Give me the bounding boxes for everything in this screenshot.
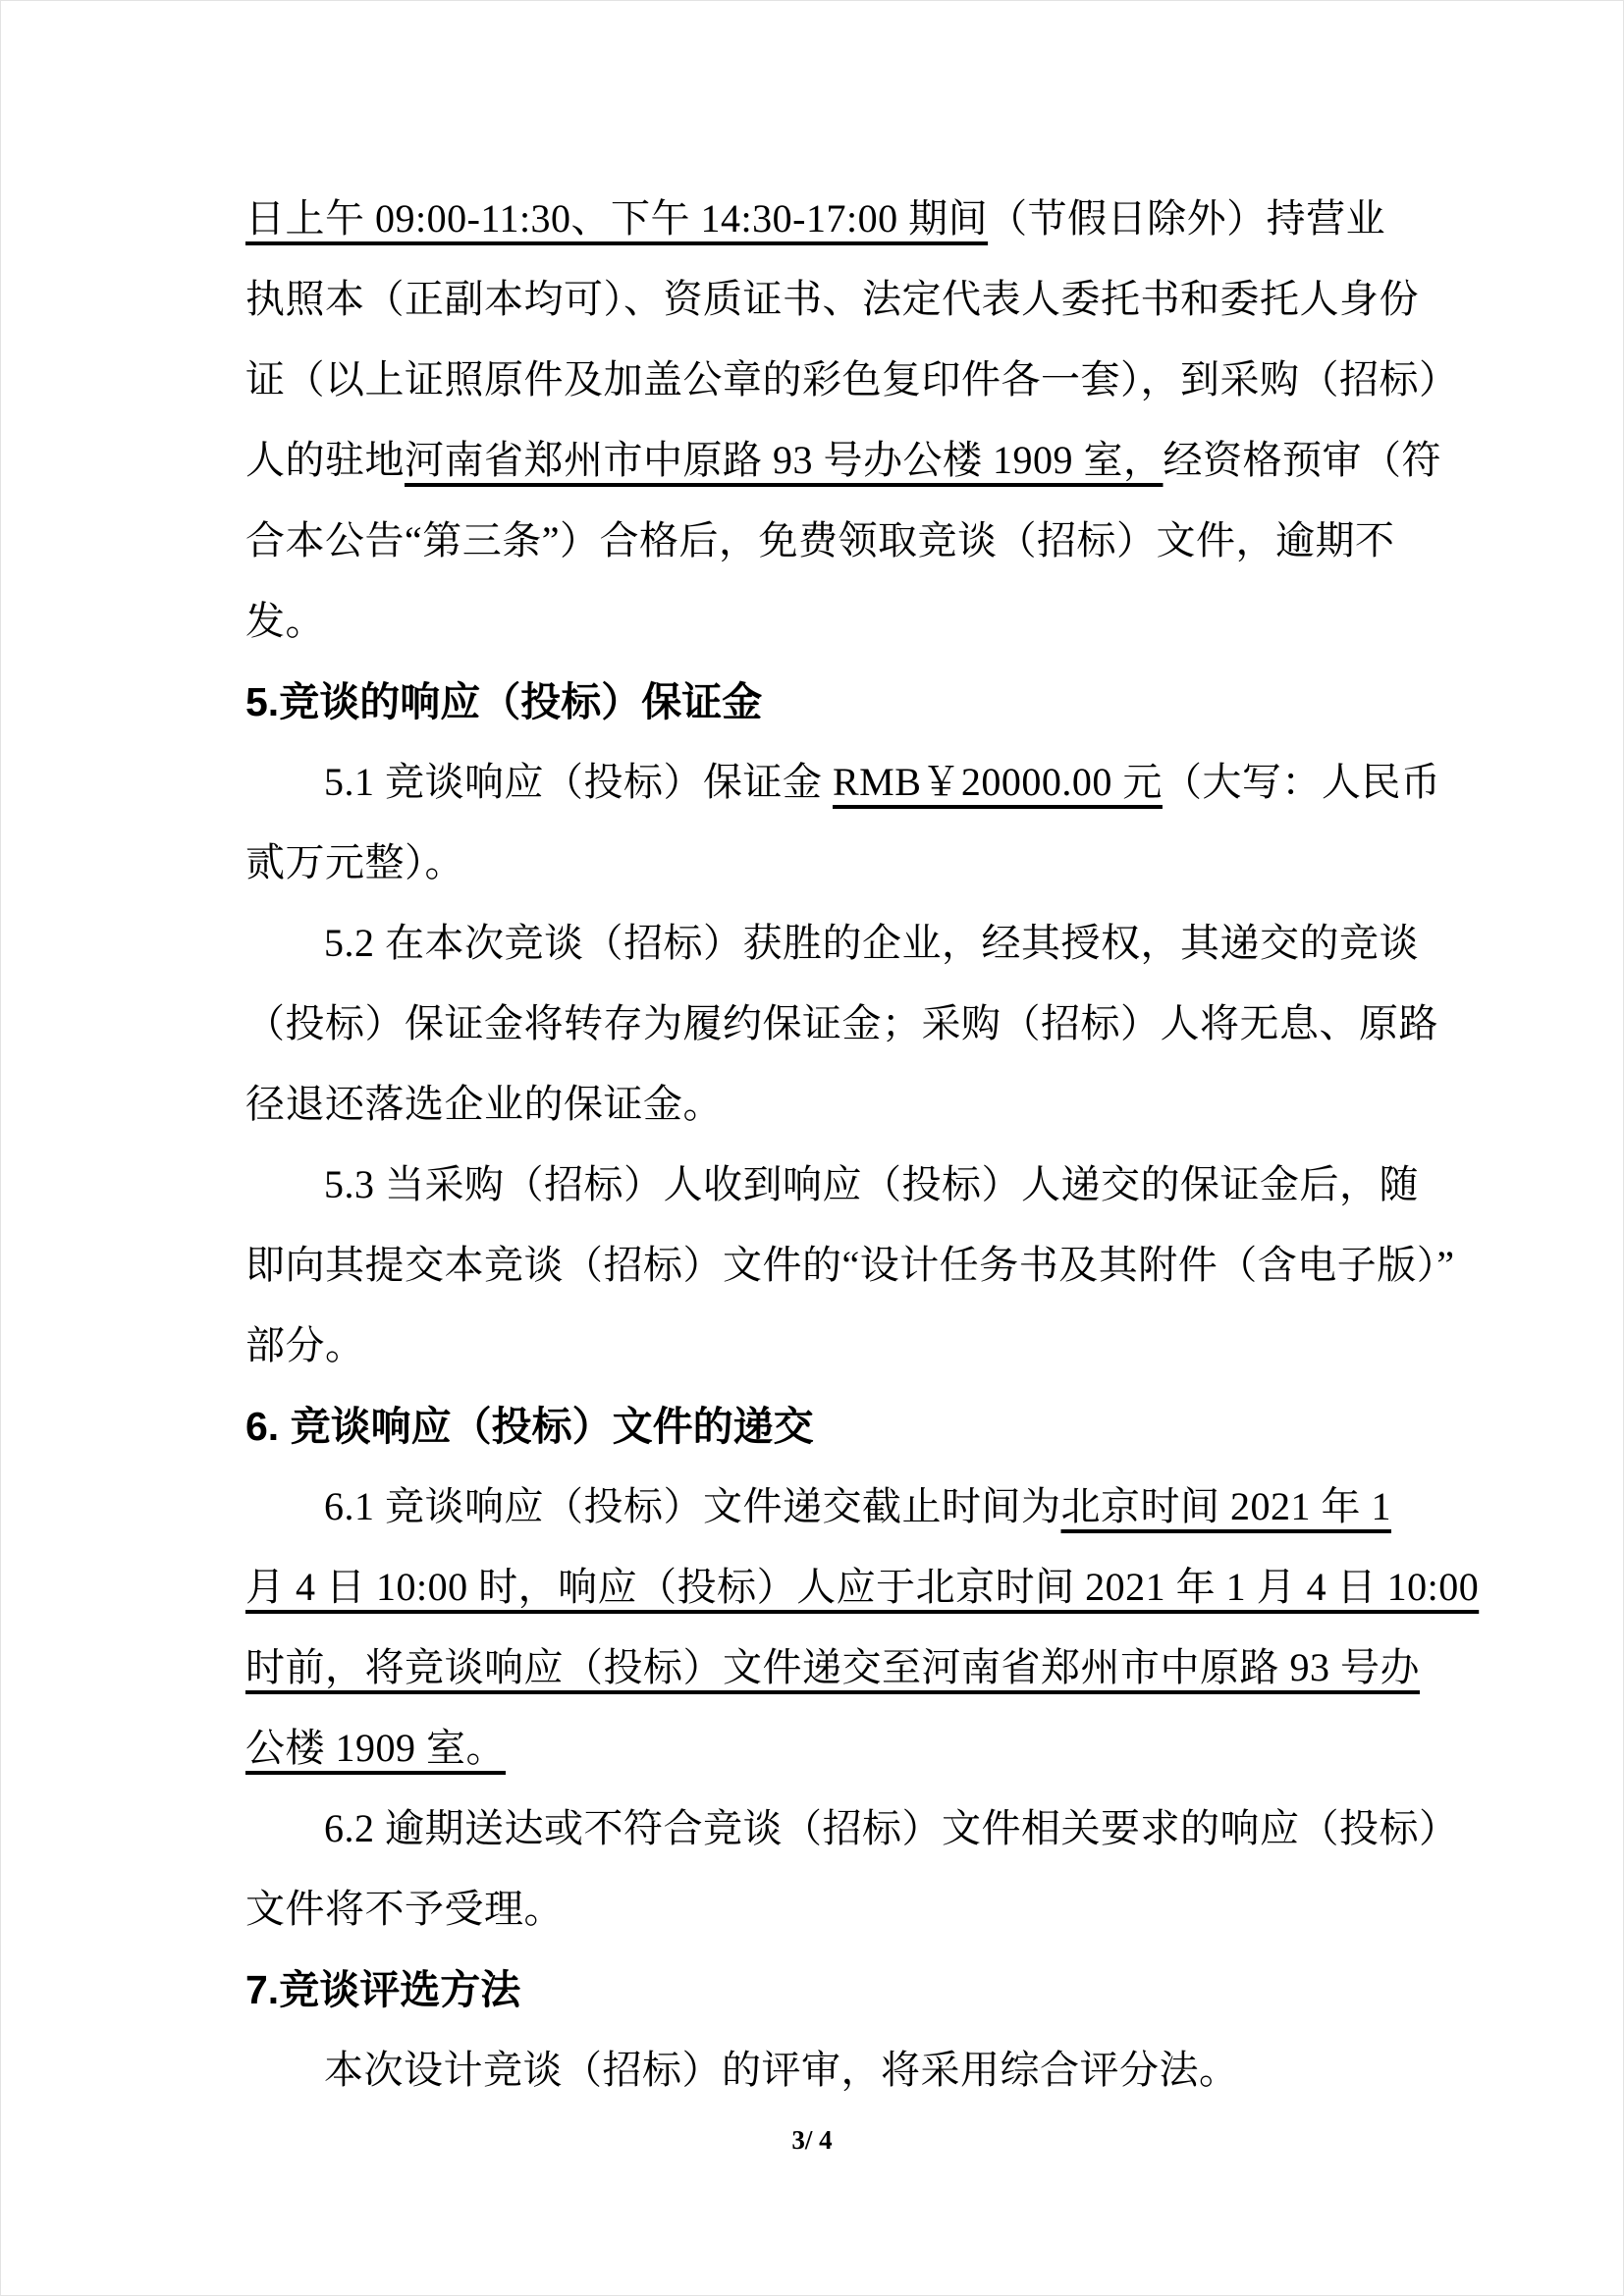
document-line <box>245 581 1380 662</box>
document-line <box>245 1145 1419 1225</box>
document-content <box>245 179 1480 2110</box>
underlined-text: RMB￥20000.00 元 <box>833 760 1163 804</box>
document-line <box>245 1628 1420 1708</box>
underlined-text: 时前，将竞谈响应（投标）文件递交至河南省郑州市中原路 93 号办 <box>245 1645 1420 1689</box>
section-heading <box>245 662 1380 742</box>
underlined-text: 北京时间 2021 年 1 <box>1060 1484 1391 1528</box>
section-heading <box>245 1949 1380 2030</box>
text-segment: 6.2 逾期送达或不符合竞谈（招标）文件相关要求的响应（投标） <box>324 1806 1459 1850</box>
section-heading <box>245 1386 1380 1467</box>
text-segment: 文件将不予受理。 <box>245 1887 564 1931</box>
text-segment: 人的驻地 <box>245 438 405 482</box>
document-line <box>245 742 1441 823</box>
text-segment: 合本公告“第三条”）合格后，免费领取竞谈（招标）文件，逾期不 <box>245 518 1395 562</box>
text-segment: 本次设计竞谈（招标）的评审，将采用综合评分法。 <box>324 2048 1239 2092</box>
text-segment: 5.1 竞谈响应（投标）保证金 <box>324 760 833 804</box>
text-segment: 6.1 竞谈响应（投标）文件递交截止时间为 <box>324 1484 1061 1528</box>
underlined-text: 月 4 日 10:00 时，响应（投标）人应于北京时间 2021 年 1 月 4 日 10:00 <box>245 1565 1480 1609</box>
text-segment: 经资格预审（符 <box>1163 438 1441 482</box>
text-segment: 发。 <box>245 599 325 643</box>
text-segment: 5.竞谈的响应（投标）保证金 <box>245 679 763 724</box>
document-line <box>245 1708 1380 1789</box>
document-line <box>245 1064 1380 1145</box>
document-line <box>245 259 1419 340</box>
document-line <box>245 1547 1480 1628</box>
document-line <box>245 1789 1459 1869</box>
text-segment: （投标）保证金将转存为履约保证金；采购（招标）人将无息、原路 <box>245 1001 1438 1045</box>
text-segment: 部分。 <box>245 1323 365 1367</box>
text-segment: （大写：人民币 <box>1162 760 1441 804</box>
document-line <box>245 823 1380 903</box>
text-segment: 即向其提交本竞谈（招标）文件的“设计任务书及其附件（含电子版）” <box>245 1243 1455 1287</box>
text-segment: 7.竞谈评选方法 <box>245 1967 521 2012</box>
text-segment: 5.3 当采购（招标）人收到响应（投标）人递交的保证金后，随 <box>324 1162 1419 1206</box>
document-line <box>245 179 1386 259</box>
document-line <box>245 1869 1380 1949</box>
document-line <box>245 420 1441 501</box>
text-segment: 径退还落选企业的保证金。 <box>245 1082 723 1126</box>
page-number: 3/ 4 <box>791 2125 833 2155</box>
underlined-text: 公楼 1909 室。 <box>245 1726 506 1770</box>
document-line <box>245 2030 1380 2110</box>
document-line <box>245 1467 1391 1547</box>
text-segment: 5.2 在本次竞谈（招标）获胜的企业，经其授权，其递交的竞谈 <box>324 921 1419 965</box>
text-segment: 6. 竞谈响应（投标）文件的递交 <box>245 1404 814 1449</box>
text-segment: 证（以上证照原件及加盖公章的彩色复印件各一套），到采购（招标） <box>245 357 1459 401</box>
underlined-text: 河南省郑州市中原路 93 号办公楼 1909 室， <box>405 438 1164 482</box>
underlined-text: 日上午 09:00-11:30、下午 14:30-17:00 期间 <box>245 196 989 240</box>
document-line <box>245 340 1459 420</box>
document-line <box>245 984 1438 1064</box>
text-segment: 执照本（正副本均可）、资质证书、法定代表人委托书和委托人身份 <box>245 277 1419 321</box>
document-line <box>245 501 1395 581</box>
text-segment: 贰万元整）。 <box>245 840 464 884</box>
document-line <box>245 1225 1455 1306</box>
text-segment: （节假日除外）持营业 <box>988 196 1386 240</box>
document-line <box>245 1306 1380 1386</box>
document-line <box>245 903 1419 984</box>
